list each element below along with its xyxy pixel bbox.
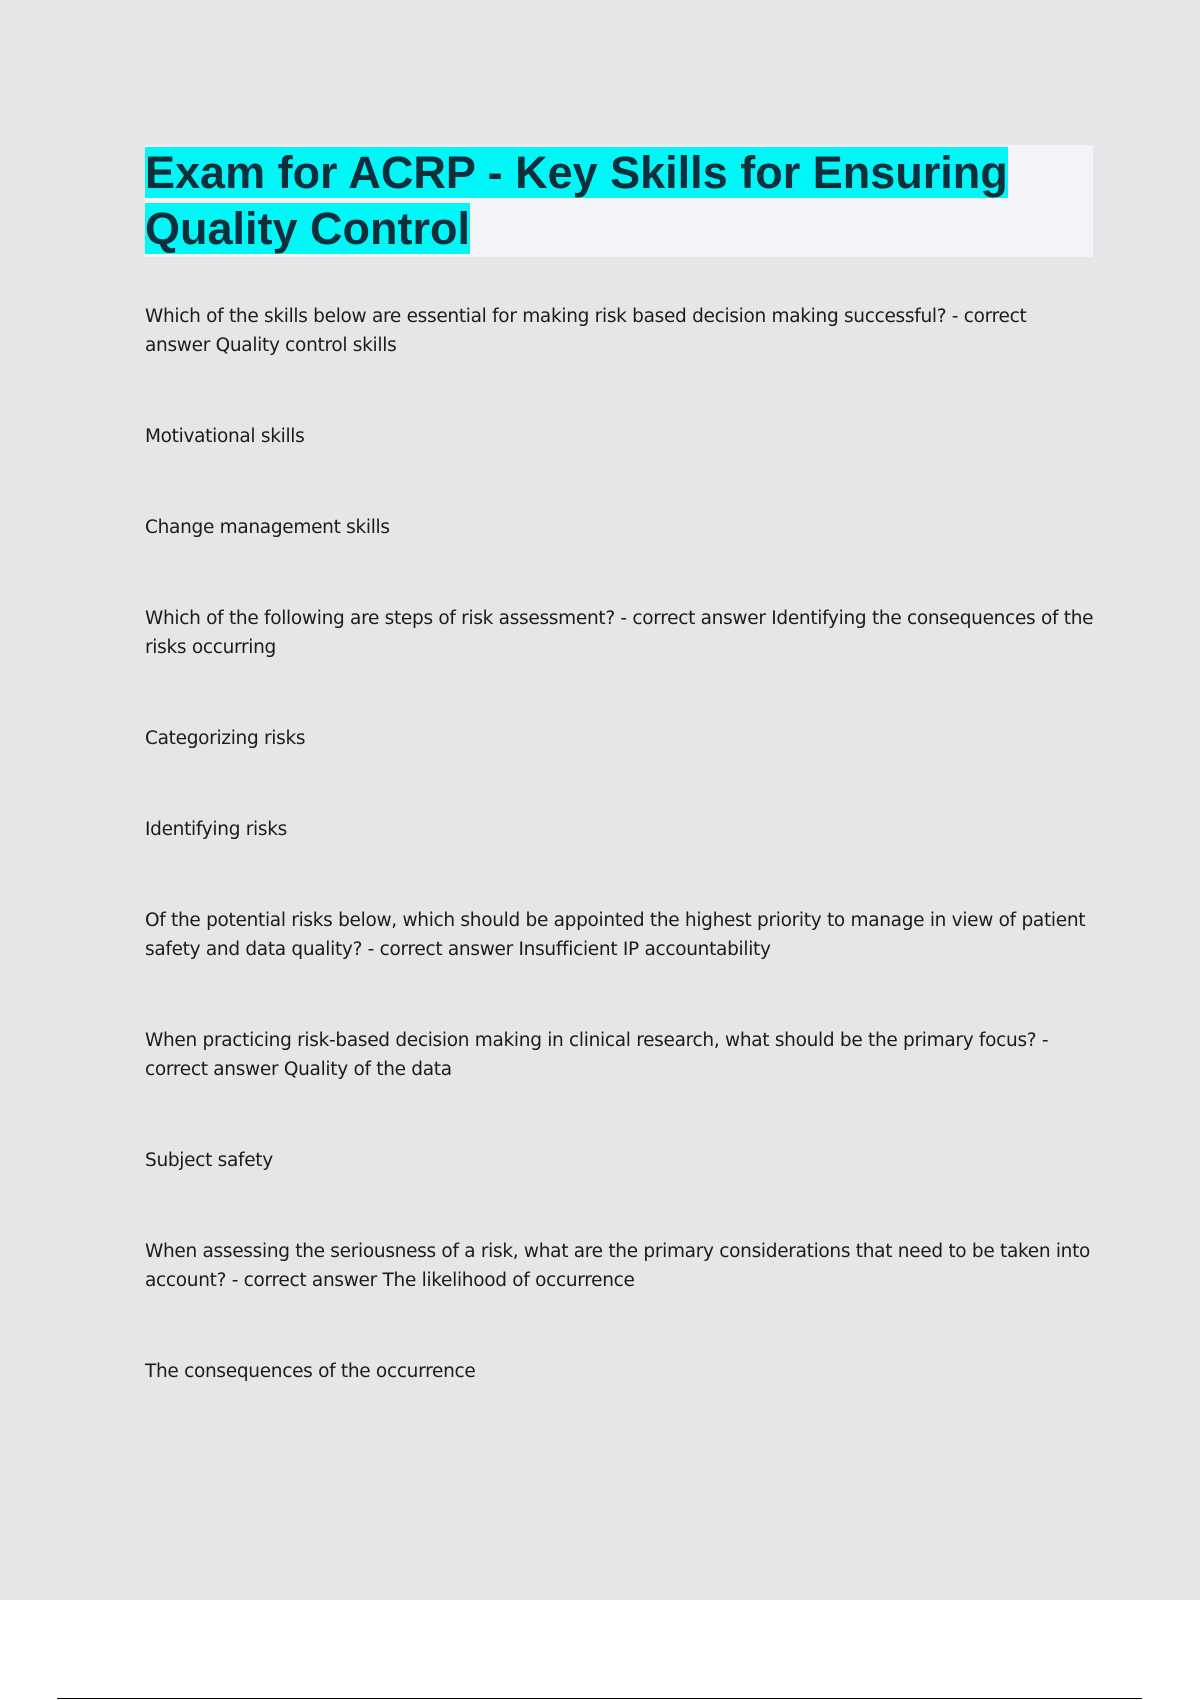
paragraph: Categorizing risks <box>145 728 306 749</box>
paragraph: Subject safety <box>145 1150 273 1171</box>
paragraph: The consequences of the occurrence <box>145 1361 476 1382</box>
paragraph: Motivational skills <box>145 426 305 447</box>
footer-divider <box>57 1698 1142 1699</box>
paragraph: Which of the skills below are essential for making risk based decision making successful? - correct answer Quality control skills <box>145 306 1027 356</box>
paragraph: Which of the following are steps of risk assessment? - correct answer Identifying the consequences of the risks occurring <box>145 608 1094 658</box>
document-title <box>145 145 1085 257</box>
paragraph: Change management skills <box>145 517 390 538</box>
paragraph: Identifying risks <box>145 819 287 840</box>
paragraph: When practicing risk-based decision making in clinical research, what should be the primary focus? - correct answer Quality of the data <box>145 1030 1049 1080</box>
paragraph: When assessing the seriousness of a risk, what are the primary considerations that need to be taken into account? - correct answer The likelihood of occurrence <box>145 1241 1091 1291</box>
paragraph: Of the potential risks below, which should be appointed the highest priority to manage in view of patient safety and data quality? - correct answer Insufficient IP accountability <box>145 910 1086 960</box>
title-line-1: Exam for ACRP - Key Skills for Ensuring <box>145 147 1008 198</box>
title-line-2: Quality Control <box>145 203 470 254</box>
document-body <box>145 302 1095 1386</box>
